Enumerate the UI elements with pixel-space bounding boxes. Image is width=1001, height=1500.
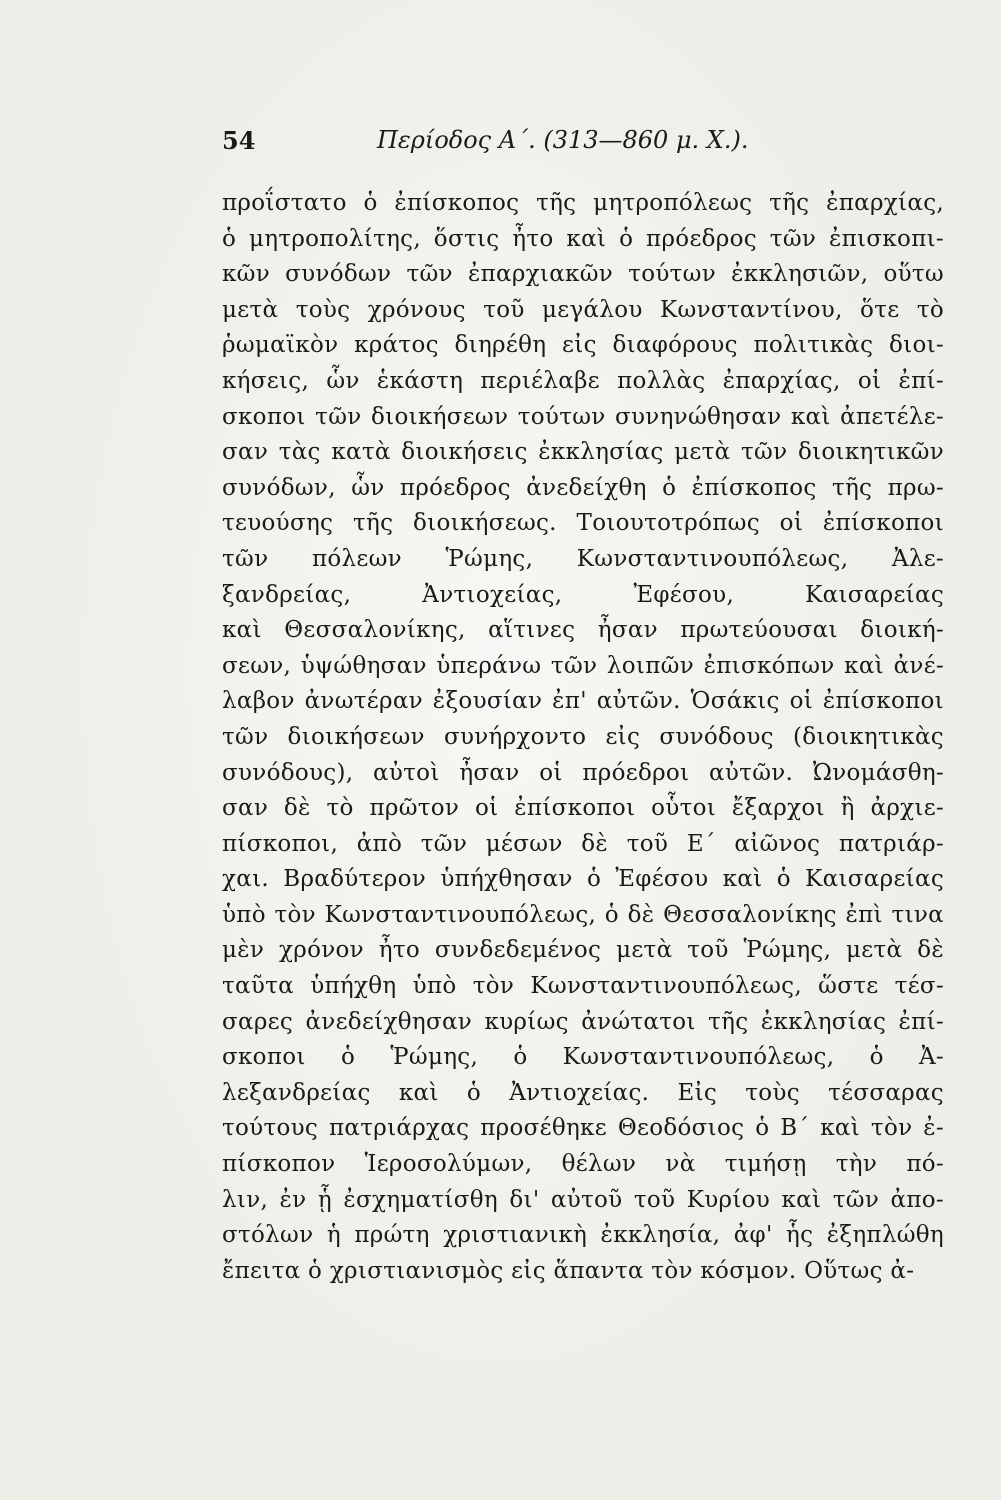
text-line: ταῦτα ὑπήχθη ὑπὸ τὸν Κωνσταντινουπόλεως, ὥστε τέσ-: [222, 973, 944, 1000]
text-line: συνόδους), αὐτοὶ ἦσαν οἱ πρόεδροι αὐτῶν. Ὠνομάσθη-: [222, 759, 944, 786]
text-line: τευούσης τῆς διοικήσεως. Τοιουτοτρόπως οἱ ἐπίσκοποι: [222, 510, 944, 537]
text-line: ῥωμαϊκὸν κράτος διηρέθη εἰς διαφόρους πολιτικὰς διοι-: [222, 332, 944, 359]
text-line: τῶν πόλεων Ῥώμης, Κωνσταντινουπόλεως, Ἀλε-: [222, 545, 944, 572]
text-line: λαβον ἀνωτέραν ἐξουσίαν ἐπ' αὐτῶν. Ὁσάκις οἱ ἐπίσκοποι: [222, 688, 944, 715]
running-head: Περίοδος Α΄. (313—860 μ. Χ.).: [377, 126, 749, 154]
text-line: χαι. Βραδύτερον ὑπήχθησαν ὁ Ἐφέσου καὶ ὁ Καισαρείας: [222, 866, 944, 893]
text-line: συνόδων, ὧν πρόεδρος ἀνεδείχθη ὁ ἐπίσκοπος τῆς πρω-: [222, 474, 944, 501]
text-line: σαν τὰς κατὰ διοικήσεις ἐκκλησίας μετὰ τῶν διοικητικῶν: [222, 439, 944, 466]
text-line: μετὰ τοὺς χρόνους τοῦ μεγάλου Κωνσταντίνου, ὅτε τὸ: [222, 296, 944, 323]
body-text: [222, 186, 944, 1366]
text-line: ὁ μητροπολίτης, ὅστις ἦτο καὶ ὁ πρόεδρος τῶν ἐπισκοπι-: [222, 225, 944, 252]
text-line: πίσκοπον Ἱεροσολύμων, θέλων νὰ τιμήσῃ τὴν πό-: [222, 1151, 944, 1178]
text-line: σκοποι τῶν διοικήσεων τούτων συνηνώθησαν καὶ ἀπετέλε-: [222, 403, 944, 430]
text-line: μὲν χρόνον ἦτο συνδεδεμένος μετὰ τοῦ Ῥώμης, μετὰ δὲ: [222, 937, 944, 964]
text-line: πίσκοποι, ἀπὸ τῶν μέσων δὲ τοῦ Ε΄ αἰῶνος πατριάρ-: [222, 830, 944, 857]
page-header: [222, 126, 942, 166]
text-line: ξανδρείας, Ἀντιοχείας, Ἐφέσου, Καισαρείας: [222, 581, 944, 608]
text-line: ἔπειτα ὁ χριστιανισμὸς εἰς ἅπαντα τὸν κόσμον. Οὕτως ἀ-: [222, 1257, 915, 1284]
text-line: σαν δὲ τὸ πρῶτον οἱ ἐπίσκοποι οὗτοι ἔξαρχοι ἢ ἀρχιε-: [222, 795, 944, 822]
page-number: 54: [222, 126, 256, 155]
text-line: λεξανδρείας καὶ ὁ Ἀντιοχείας. Εἰς τοὺς τέσσαρας: [222, 1079, 944, 1106]
text-line: ὑπὸ τὸν Κωνσταντινουπόλεως, ὁ δὲ Θεσσαλονίκης ἐπὶ τινα: [222, 901, 944, 928]
text-line: σαρες ἀνεδείχθησαν κυρίως ἀνώτατοι τῆς ἐκκλησίας ἐπί-: [222, 1008, 944, 1035]
text-line: κήσεις, ὧν ἑκάστη περιέλαβε πολλὰς ἐπαρχίας, οἱ ἐπί-: [222, 367, 944, 394]
text-line: τούτους πατριάρχας προσέθηκε Θεοδόσιος ὁ Β΄ καὶ τὸν ἐ-: [222, 1115, 944, 1142]
text-line: σκοποι ὁ Ῥώμης, ὁ Κωνσταντινουπόλεως, ὁ Ἀ-: [222, 1044, 944, 1071]
text-line: κῶν συνόδων τῶν ἐπαρχιακῶν τούτων ἐκκλησιῶν, οὕτω: [222, 261, 944, 288]
text-line: λιν, ἐν ᾗ ἐσχηματίσθη δι' αὐτοῦ τοῦ Κυρίου καὶ τῶν ἀπο-: [222, 1186, 944, 1213]
text-line: σεων, ὑψώθησαν ὑπεράνω τῶν λοιπῶν ἐπισκόπων καὶ ἀνέ-: [222, 652, 944, 679]
text-line: καὶ Θεσσαλονίκης, αἵτινες ἦσαν πρωτεύουσαι διοική-: [222, 617, 944, 644]
text-line: τῶν διοικήσεων συνήρχοντο εἰς συνόδους (διοικητικὰς: [222, 723, 944, 750]
text-line: στόλων ἡ πρώτη χριστιανικὴ ἐκκλησία, ἀφ' ἧς ἐξηπλώθη: [222, 1222, 944, 1249]
text-line: προΐστατο ὁ ἐπίσκοπος τῆς μητροπόλεως τῆς ἐπαρχίας,: [222, 190, 944, 216]
